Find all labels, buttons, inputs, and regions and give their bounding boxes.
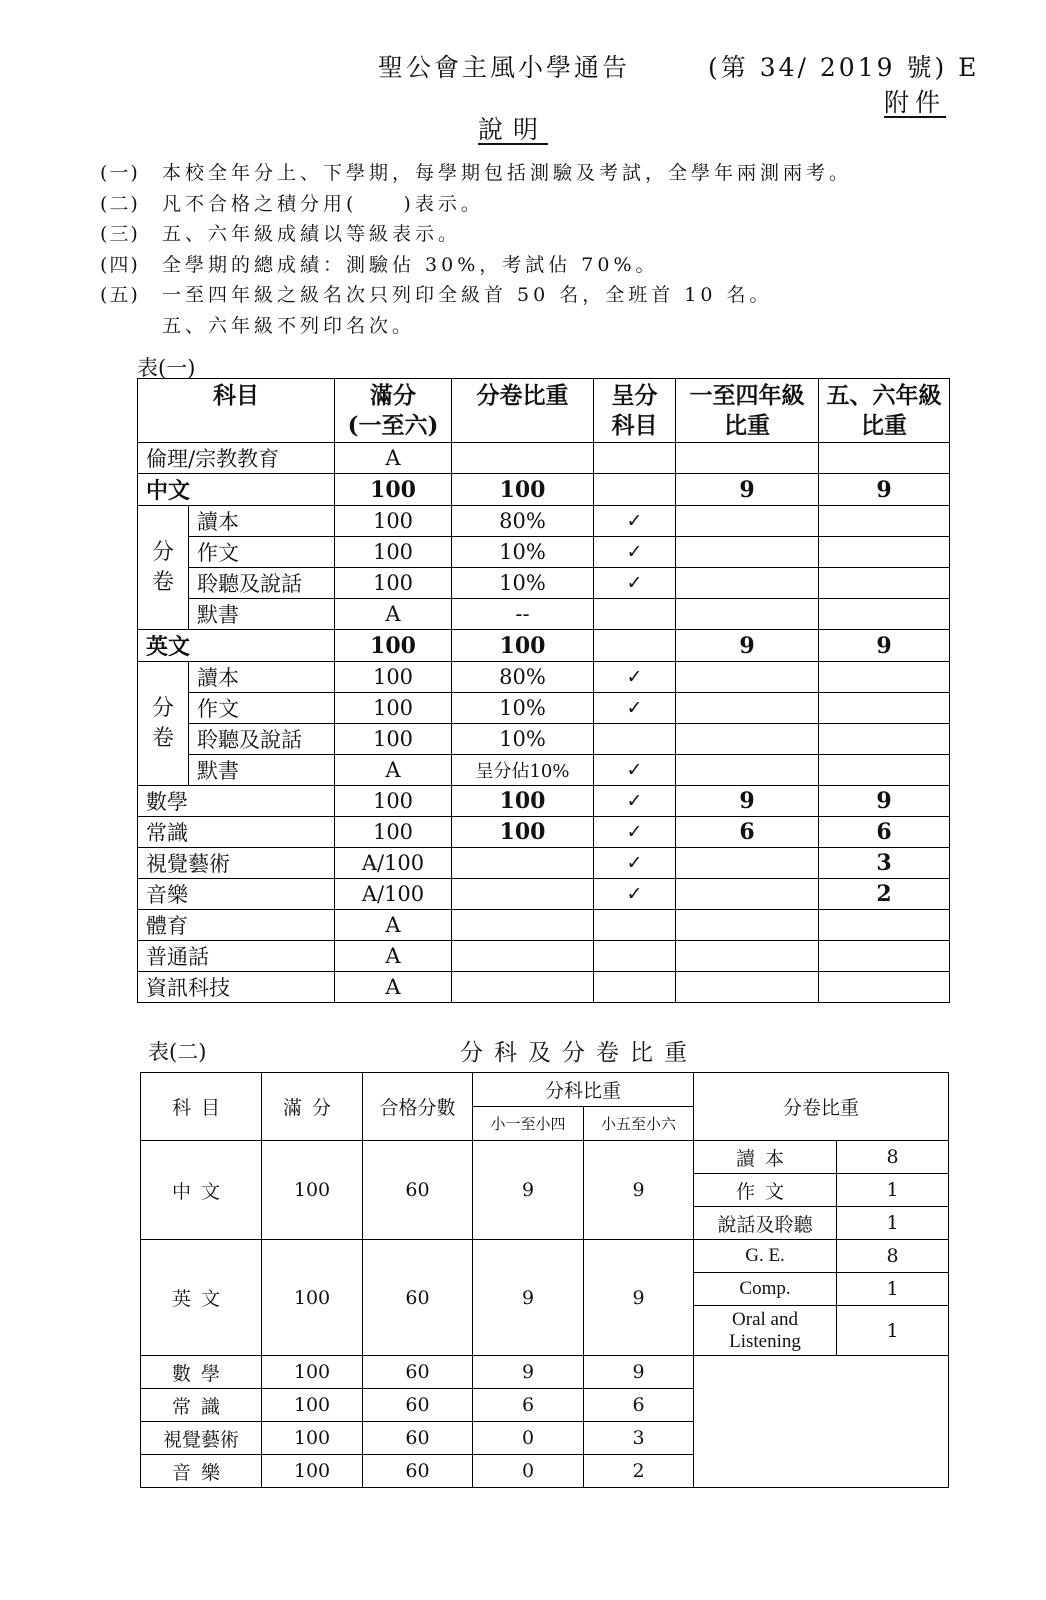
table1-caption: 表(一)	[137, 356, 196, 380]
table2-header-row: 科目 滿分 合格分數 分科比重 分卷比重	[141, 1073, 949, 1107]
t1-header-report: 呈分 科目	[594, 379, 676, 443]
table-row: 默書 A --	[138, 599, 950, 630]
table-row: 常識 100 60 6 6	[141, 1389, 949, 1422]
table-row: 作文 100 10% ✓	[138, 537, 950, 568]
notes-list	[100, 158, 852, 341]
table-row: 常識 100 100 ✓ 6 6	[138, 817, 950, 848]
note-item: (五) 一至四年級之級名次只列印全級首 50 名，全班首 10 名。	[100, 284, 773, 306]
table-row: 數學 100 100 ✓ 9 9	[138, 786, 950, 817]
table-row: 默書 A 呈分佔10% ✓	[138, 755, 950, 786]
note-item: 五、六年級不列印名次。	[162, 314, 416, 337]
table1	[137, 378, 950, 1003]
table-row: 英文 100 60 9 9 G. E. 8	[141, 1240, 949, 1273]
note-item: (四) 全學期的總成績：測驗佔 30%，考試佔 70%。	[100, 253, 659, 276]
table2-caption: 表(二)	[148, 1040, 207, 1064]
note-item: (三) 五、六年級成績以等級表示。	[100, 223, 462, 245]
t1-header-subject: 科目	[138, 379, 335, 443]
table2-title: 分科及分卷比重	[460, 1040, 698, 1066]
table-row: 英文 100 100 9 9	[138, 630, 950, 662]
t1-header-p56: 五、六年級 比重	[819, 379, 950, 443]
table-row: 資訊科技 A	[138, 972, 950, 1003]
table-row: 視覺藝術 A/100 ✓ 3	[138, 848, 950, 879]
note-item: (一) 本校全年分上、下學期，每學期包括測驗及考試，全學年兩測兩考。	[100, 162, 853, 184]
attachment-label: 附件	[884, 88, 947, 117]
table-row: 聆聽及說話 100 10%	[138, 724, 950, 755]
table-row: 聆聽及說話 100 10% ✓	[138, 568, 950, 599]
t1-header-p14: 一至四年級 比重	[676, 379, 819, 443]
table-row: 數學 100 60 9 9	[141, 1356, 949, 1389]
paper-group-label: 分 卷	[138, 662, 189, 786]
school-name: 聖公會主風小學通告	[378, 53, 631, 82]
paper-group-label: 分 卷	[138, 506, 189, 630]
table-row: 中文 100 60 9 9 讀本 8	[141, 1141, 949, 1174]
table-row: 分 卷 讀本 100 80% ✓	[138, 662, 950, 693]
table-row: 音樂 100 60 0 2	[141, 1455, 949, 1488]
t1-header-full: 滿分 (一至六)	[335, 379, 452, 443]
t1-header-ratio: 分卷比重	[452, 379, 594, 443]
table-row: 體育 A	[138, 910, 950, 941]
table-row: 分 卷 讀本 100 80% ✓	[138, 506, 950, 537]
table-row: 普通話 A	[138, 941, 950, 972]
table-row: 倫理/宗教教育 A	[138, 443, 950, 474]
table-row: 作文 100 10% ✓	[138, 693, 950, 724]
note-item: (二) 凡不合格之積分用( )表示。	[100, 192, 484, 215]
table2: 科目 滿分 合格分數 分科比重 分卷比重 小一至小四 小五至小六 中文 100 60 9 9 讀本 8 作文 1 說話及聆聽 1 英文 100 60 9 9 G. E. 8 Comp. 1 Oral and Listening 1 數學 100 60 9 9 常識 100 60 6 6 視覺藝術 100 60 0 3 音樂 100 60 0 2	[140, 1072, 949, 1488]
notice-number: (第 34/ 2019 號) E	[708, 53, 980, 82]
table-row: 中文 100 100 9 9	[138, 474, 950, 506]
table-row: 音樂 A/100 ✓ 2	[138, 879, 950, 910]
page-title: 說明	[478, 115, 549, 144]
table1-header-row	[138, 379, 950, 443]
table-row: 視覺藝術 100 60 0 3	[141, 1422, 949, 1455]
